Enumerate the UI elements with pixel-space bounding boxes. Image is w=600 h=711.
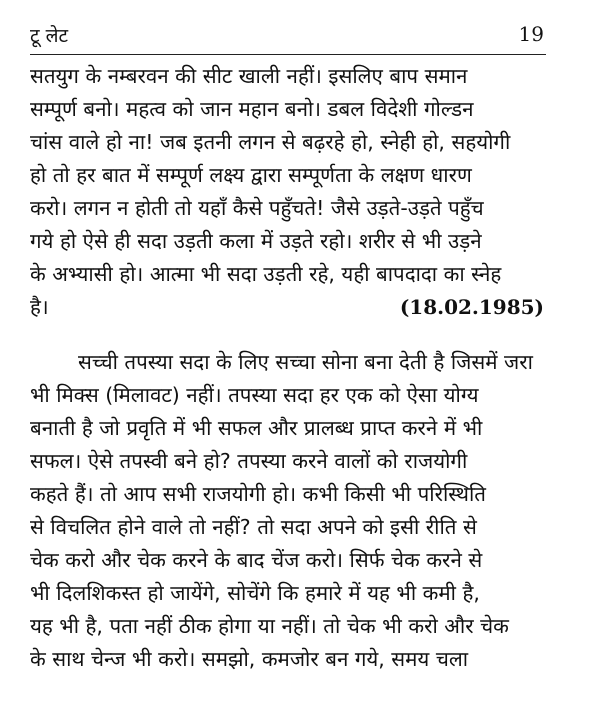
text-line: सच्ची तपस्या सदा के लिए सच्चा सोना बना देती है जिसमें जरा: [78, 350, 533, 374]
text-line: सतयुग के नम्बरवन की सीट खाली नहीं। इसलिए बाप समान: [30, 64, 468, 88]
text-line: भी दिलशिकस्त हो जायेंगे, सोचेंगे कि हमारे में यह भी कमी है,: [30, 581, 480, 605]
page-header: [30, 20, 546, 55]
date-stamp: (18.02.1985): [399, 295, 544, 319]
text-line-with-date: [30, 291, 550, 324]
text-line-end: है।: [30, 295, 49, 319]
text-line: के साथ चेन्ज भी करो। समझो, कमजोर बन गये, समय चला: [30, 647, 469, 671]
text-line: गये हो ऐसे ही सदा उड़ती कला में उड़ते रहो। शरीर से भी उड़ने: [30, 229, 482, 253]
paragraph-2: [30, 346, 550, 676]
text-line: यह भी है, पता नहीं ठीक होगा या नहीं। तो चेक भी करो और चेक: [30, 614, 509, 638]
chapter-title: टू लेट: [30, 25, 69, 47]
text-line: कहते हैं। तो आप सभी राजयोगी हो। कभी किसी भी परिस्थिति: [30, 482, 486, 506]
text-line: से विचलित होने वाले तो नहीं? तो सदा अपने को इसी रीति से: [30, 515, 477, 539]
text-line: बनाती है जो प्रवृति में भी सफल और प्रालब्ध प्राप्त करने में भी: [30, 416, 483, 440]
text-line: हो तो हर बात में सम्पूर्ण लक्ष्य द्वारा सम्पूर्णता के लक्षण धारण: [30, 163, 472, 187]
text-line: के अभ्यासी हो। आत्मा भी सदा उड़ती रहे, यही बापदादा का स्नेह: [30, 262, 502, 286]
text-line: चांस वाले हो ना! जब इतनी लगन से बढ़रहे हो, स्नेही हो, सहयोगी: [30, 130, 511, 154]
text-line: भी मिक्स (मिलावट) नहीं। तपस्या सदा हर एक को ऐसा योग्य: [30, 383, 479, 407]
text-line: चेक करो और चेक करने के बाद चेंज करो। सिर्फ चेक करने से: [30, 548, 483, 572]
text-line: सफल। ऐसे तपस्वी बने हो? तपस्या करने वालों को राजयोगी: [30, 449, 468, 473]
text-line: सम्पूर्ण बनो। महत्व को जान महान बनो। डबल विदेशी गोल्डन: [30, 97, 474, 121]
page-number: 19: [518, 22, 544, 46]
paragraph-1: [30, 60, 550, 324]
text-line: करो। लगन न होती तो यहाँ कैसे पहुँचते! जैसे उड़ते-उड़ते पहुँच: [30, 196, 484, 220]
